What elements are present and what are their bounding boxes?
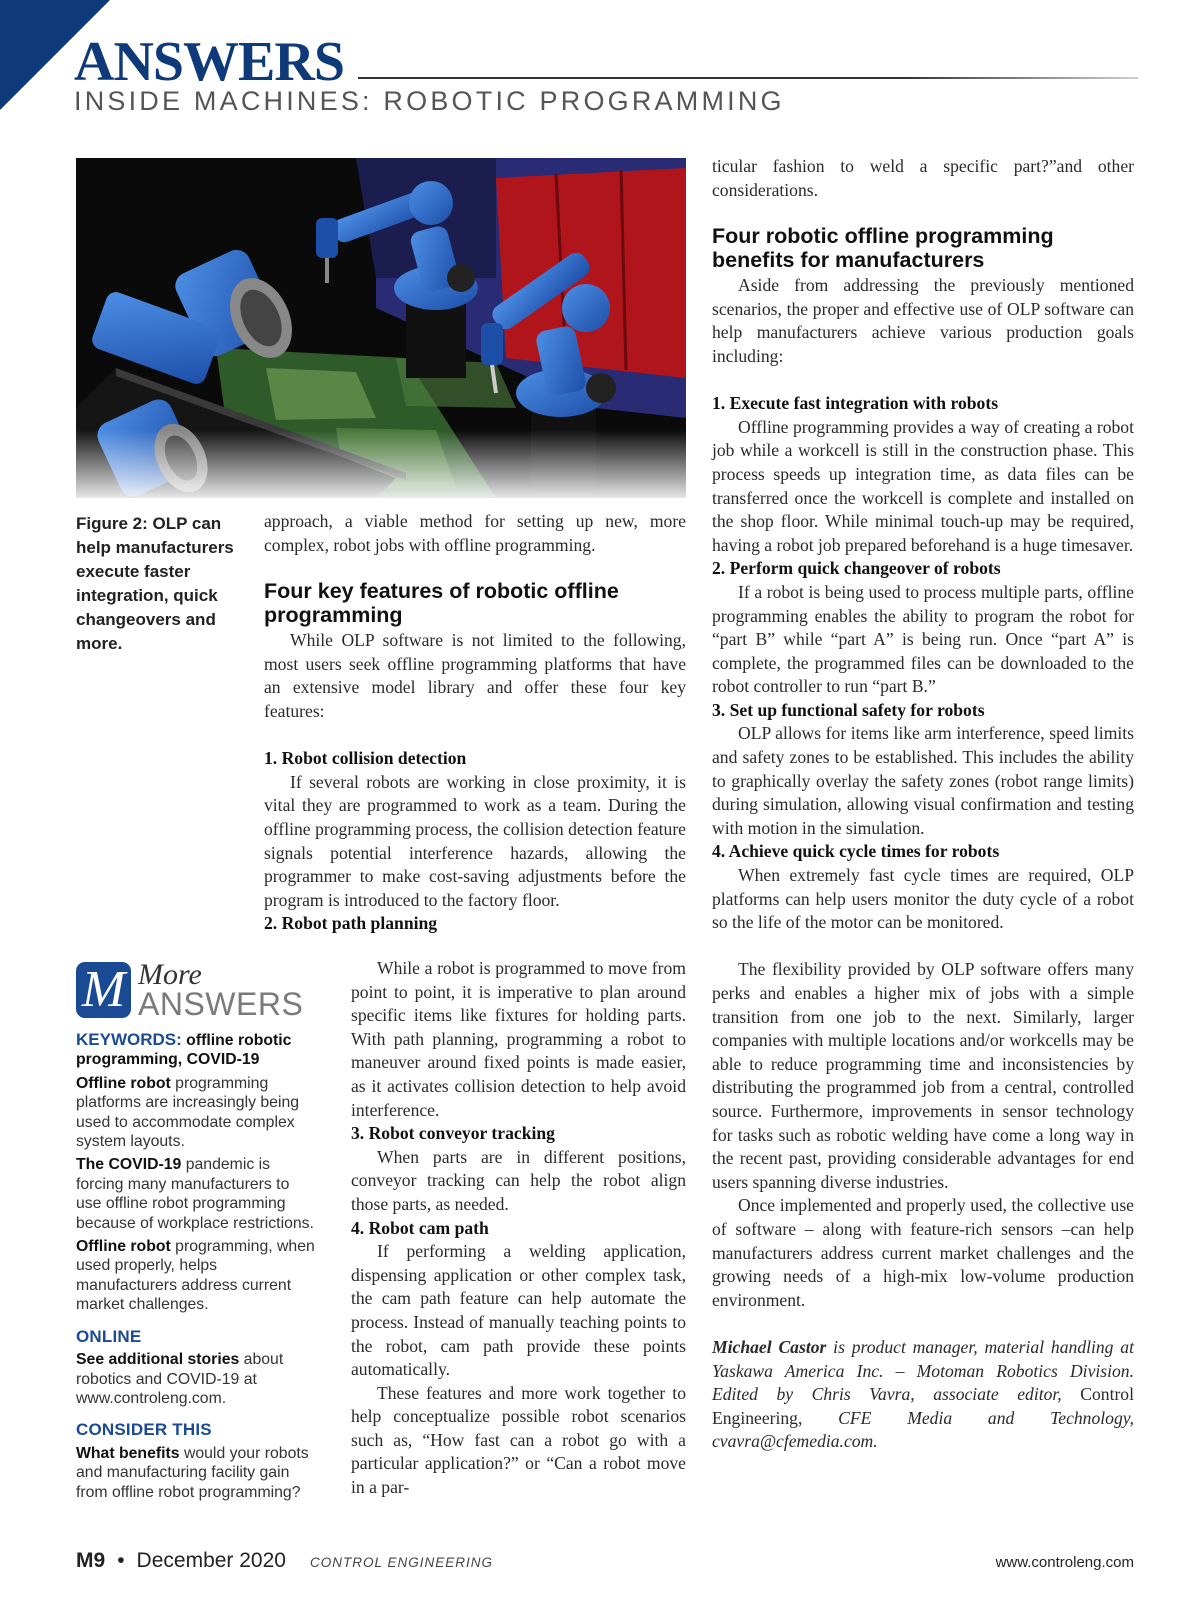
benefit-1-title: 1. Execute fast integration with robots — [712, 393, 999, 414]
feature-4-title: 4. Robot cam path — [351, 1217, 489, 1238]
figure-robot-workcell — [76, 158, 686, 498]
author-name: Michael Castor — [712, 1336, 827, 1357]
page-footer — [76, 1548, 493, 1576]
feature-3-body: When parts are in different positions, conveyor tracking can help the robot align those parts, as needed. — [351, 1146, 686, 1214]
magazine-name: CONTROL ENGINEERING — [309, 1555, 493, 1570]
figure-caption: Figure 2: OLP can help manufacturers execute faster integration, quick changeovers and more. — [76, 514, 234, 653]
benefit-1-body: Offline programming provides a way of creating a robot job while a workcell is still in the construction phase. This process speeds up integration time, as data files can be transferred once the workcell is complete and installed on the shop floor. While minimal touch-up may be required, having a robot job prepared beforehand is a huge timesaver. — [712, 416, 1134, 555]
benefit-2-title: 2. Perform quick changeover of robots — [712, 558, 1001, 579]
more-answers-sidebar — [76, 958, 316, 1506]
article-column-middle-lower — [351, 957, 686, 1500]
heading-features: Four key features of robotic offline programming — [264, 579, 619, 628]
header-rule — [358, 77, 1138, 79]
paragraph-features-intro: While OLP software is not limited to the following, most users seek offline programming platforms that have an extensive model library and offer these four key features: — [264, 630, 686, 721]
paragraph-together: These features and more work together to help conceptualize possible robot scenarios such as, “How fast can a robot go with a particular application?” or “Can a robot move in a par- — [351, 1382, 686, 1498]
feature-1-body: If several robots are working in close proximity, it is vital they are programmed to work as a team. During the offline programming process, the collision detection feature signals potential interference hazards, allowing the programmer to make cost-saving adjustments before the program is introduced to the factory floor. — [264, 771, 686, 910]
paragraph-benefits-intro: Aside from addressing the previously mentioned scenarios, the proper and effective use of OLP software can help manufacturers achieve various production goals including: — [712, 275, 1134, 366]
article-column-middle — [264, 510, 686, 936]
benefit-2-body: If a robot is being used to process multiple parts, offline programming enables the ability to program the robot for “part B” while “part A” is being run. Once “part A” is complete, the programmed files can be downloaded to the robot controller to run “part B.” — [712, 581, 1134, 697]
benefit-4-title: 4. Achieve quick cycle times for robots — [712, 841, 1000, 862]
keywords: KEYWORDS: offline robotic programming, COVID-19 — [76, 1030, 292, 1069]
online-heading: ONLINE — [76, 1326, 142, 1346]
article-column-right — [712, 155, 1134, 1454]
paragraph-intro: approach, a viable method for setting up new, more complex, robot jobs with offline programming. — [264, 511, 686, 555]
sidebar-point-2: The COVID-19 pandemic is forcing many manufacturers to use offline robot programming because of workplace restrictions. — [76, 1156, 314, 1232]
paragraph-closing: Once implemented and properly used, the collective use of software – along with feature-rich sensors –can help manufacturers address current market challenges and the growing needs of a high-mix low-volume production environment. — [712, 1195, 1134, 1310]
page-number: M9 — [76, 1549, 106, 1572]
issue-date: December 2020 — [136, 1549, 286, 1572]
m-logo-icon: M — [76, 962, 131, 1018]
feature-1-title: 1. Robot collision detection — [264, 748, 467, 769]
publication-name: Control Engineering, — [712, 1384, 1134, 1428]
sidebar-point-3: Offline robot programming, when used properly, helps manufacturers address current market challenges. — [76, 1238, 315, 1314]
online-text[interactable]: See additional stories about robotics and COVID-19 at www.controleng.com. — [76, 1351, 284, 1407]
feature-3-title: 3. Robot conveyor tracking — [351, 1123, 555, 1144]
benefit-3-body: OLP allows for items like arm interference, speed limits and safety zones to be established. This includes the ability to graphically overlay the safety zones (robot range limits) during simulation, allowing visual confirmation and testing with motion in the simulation. — [712, 723, 1134, 838]
heading-benefits: Four robotic offline programming benefits for manufacturers — [712, 224, 1054, 273]
footer-url-link[interactable]: www.controleng.com — [995, 1554, 1134, 1571]
section-subtitle: INSIDE MACHINES: ROBOTIC PROGRAMMING — [74, 86, 785, 116]
benefit-3-title: 3. Set up functional safety for robots — [712, 699, 985, 720]
feature-2-title: 2. Robot path planning — [264, 913, 438, 934]
feature-2-body: While a robot is programmed to move from point to point, it is imperative to plan around specific items like fixtures for holding parts. With path planning, programming a robot to maneuver around fixed points is made easier, as it activates collision detection to help avoid interference. — [351, 958, 686, 1120]
section-title: ANSWERS — [74, 31, 344, 93]
author-byline: Michael Castor is product manager, material handling at Yaskawa America Inc. – Motoman Robotics Division. Edited by Chris Vavra, associate editor, Control Engineering, CFE Media and Technology, cvavra@cfemedia.com. — [712, 1336, 1134, 1452]
consider-heading: CONSIDER THIS — [76, 1420, 212, 1440]
paragraph-flexibility: The flexibility provided by OLP software offers many perks and enables a higher mix of jobs with a simple transition from one job to the next. Similarly, larger companies with multiple locations and/or workcells may be able to reduce programming time and inconsistencies by distributing the programmed job from a central, controlled source. Furthermore, improvements in sensor technology for tasks such as robotic welding have come a long way in the recent past, providing considerable advantages for end users spanning diverse industries. — [712, 959, 1134, 1192]
sidebar-point-1: Offline robot programming platforms are increasingly being used to accommodate complex system layouts. — [76, 1074, 300, 1151]
more-answers-logo: M More ANSWERS — [76, 962, 316, 1022]
consider-text: What benefits would your robots and manufacturing facility gain from offline robot programming? — [76, 1444, 309, 1501]
benefit-4-body: When extremely fast cycle times are required, OLP platforms can help users monitor the duty cycle of a robot so the life of the motor can be monitored. — [712, 865, 1134, 933]
feature-4-body: If performing a welding application, dispensing application or other complex task, the cam path feature can help automate the process. Instead of manually teaching points to the robot, cam path provide these points automatically. — [351, 1241, 686, 1380]
footer-bullet: • — [117, 1549, 125, 1572]
paragraph-together-cont: ticular fashion to weld a specific part?”and other considerations. — [712, 156, 1134, 200]
